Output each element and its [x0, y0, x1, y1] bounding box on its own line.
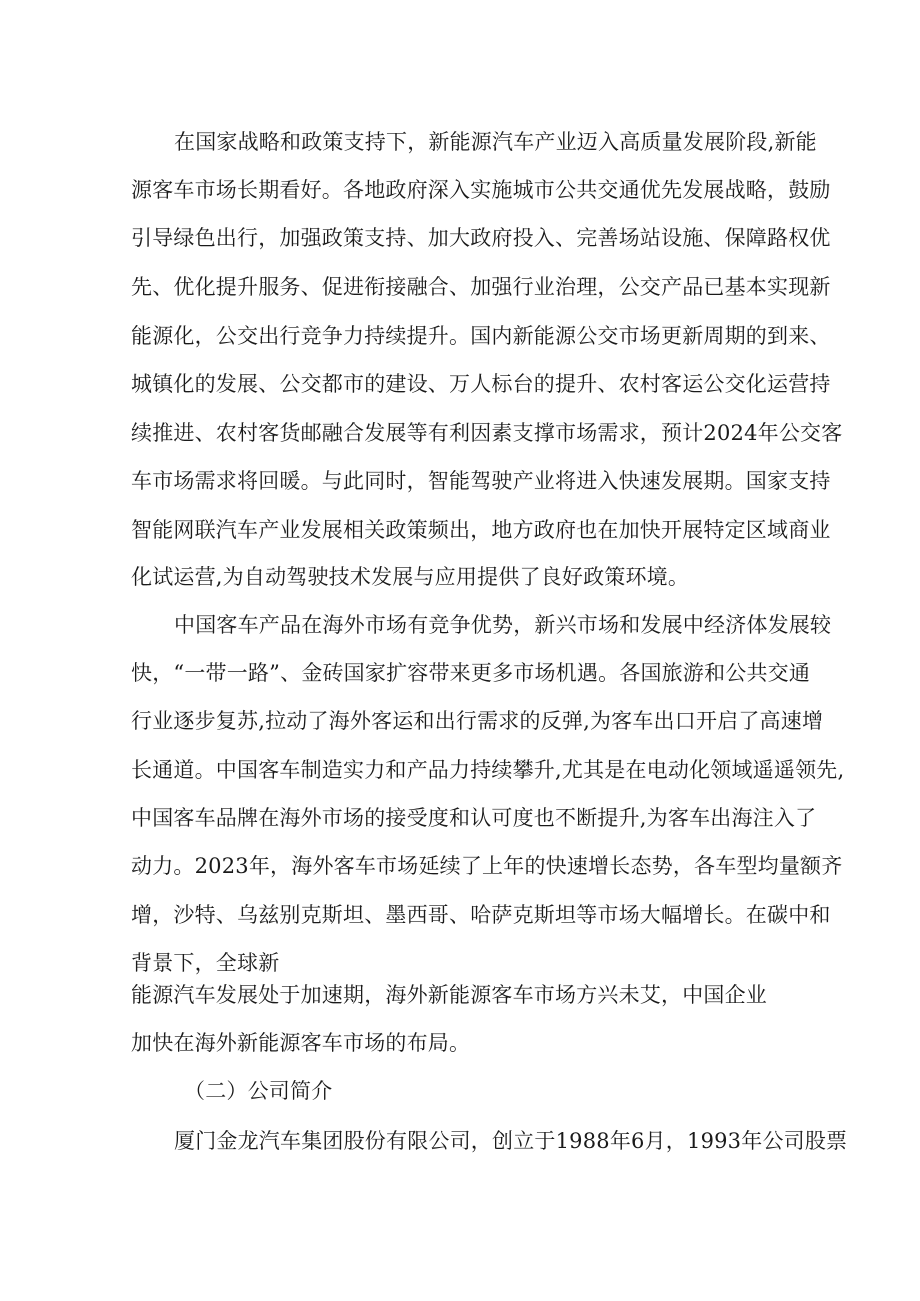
paragraph-2-line-2: 快，“一带一路”、金砖国家扩容带来更多市场机遇。各国旅游和公共交通 [131, 661, 811, 685]
paragraph-2-line-4: 长通道。中国客车制造实力和产品力持续攀升,尤其是在电动化领域遥遥领先, [131, 758, 845, 782]
paragraph-1-line-9: 智能网联汽车产业发展相关政策频出，地方政府也在加快开展特定区域商业 [131, 518, 831, 542]
paragraph-2-line-1: 中国客车产品在海外市场有竞争优势，新兴市场和发展中经济体发展较 [174, 613, 832, 637]
paragraph-1-line-4: 先、优化提升服务、促进衔接融合、加强行业治理，公交产品已基本实现新 [131, 275, 831, 299]
paragraph-1-line-3: 引导绿色出行，加强政策支持、加大政府投入、完善场站设施、保障路权优 [131, 226, 831, 250]
paragraph-1-line-6: 城镇化的发展、公交都市的建设、万人标台的提升、农村客运公交化运营持 [131, 372, 831, 396]
paragraph-2-line-9: 能源汽车发展处于加速期，海外新能源客车市场方兴未艾，中国企业 [131, 983, 767, 1007]
paragraph-1-line-7: 续推进、农村客货邮融合发展等有利因素支撑市场需求，预计2024年公交客 [131, 421, 843, 445]
paragraph-2-line-3: 行业逐步复苏,拉动了海外客运和出行需求的反弹,为客车出口开启了高速增 [131, 709, 824, 733]
paragraph-2-line-7: 增，沙特、乌兹别克斯坦、墨西哥、哈萨克斯坦等市场大幅增长。在碳中和 [131, 903, 831, 927]
paragraph-1-line-8: 车市场需求将回暖。与此同时，智能驾驶产业将进入快速发展期。国家支持 [131, 469, 831, 493]
paragraph-1-line-1: 在国家战略和政策支持下，新能源汽车产业迈入高质量发展阶段,新能 [174, 130, 817, 154]
paragraph-1-line-2: 源客车市场长期看好。各地政府深入实施城市公共交通优先发展战略，鼓励 [131, 178, 831, 202]
section-heading: （二）公司简介 [184, 1079, 333, 1103]
paragraph-1-line-5: 能源化，公交出行竞争力持续提升。国内新能源公交市场更新周期的到来、 [131, 324, 831, 348]
paragraph-2-line-8: 背景下，全球新 [131, 951, 280, 975]
paragraph-3-line-1: 厦门金龙汽车集团股份有限公司，创立于1988年6月，1993年公司股票 [174, 1129, 848, 1153]
paragraph-1-line-10: 化试运营,为自动驾驶技术发展与应用提供了良好政策环境。 [131, 565, 690, 589]
paragraph-2-line-5: 中国客车品牌在海外市场的接受度和认可度也不断提升,为客车出海注入了 [131, 806, 817, 830]
paragraph-2-line-10: 加快在海外新能源客车市场的布局。 [131, 1031, 471, 1055]
paragraph-2-line-6: 动力。2023年，海外客车市场延续了上年的快速增长态势，各车型均量额齐 [131, 854, 843, 878]
